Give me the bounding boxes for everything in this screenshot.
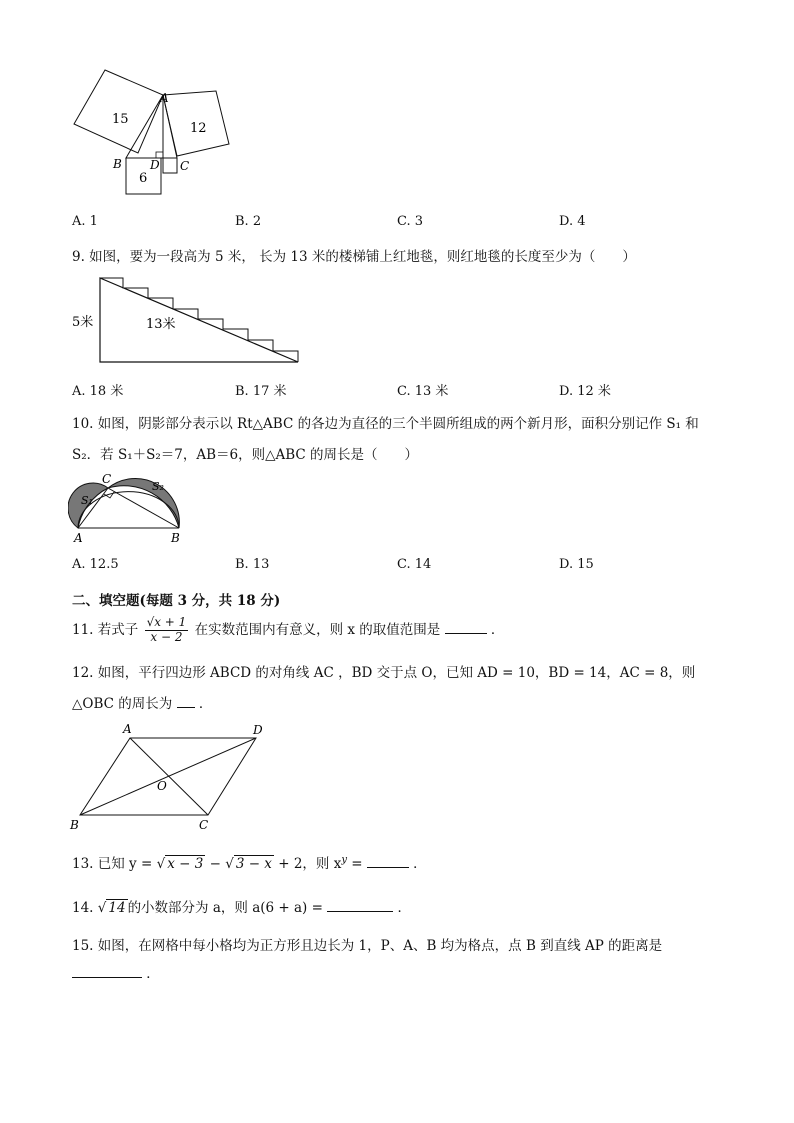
label-a: A bbox=[74, 531, 83, 545]
height-label: 5米 bbox=[72, 315, 94, 330]
q11-end: ． bbox=[490, 621, 505, 638]
sqrt-sign: √ bbox=[97, 900, 107, 916]
q15-end: ． bbox=[146, 966, 160, 982]
q13-exponent: y bbox=[341, 854, 347, 866]
q10-text-line2: S₂．若 S₁＋S₂＝7，AB＝6，则△ABC 的周长是（ ） bbox=[72, 447, 419, 463]
label-b: B bbox=[171, 531, 180, 545]
q8-option-b: B. 2 bbox=[235, 214, 262, 229]
q13-eq: = bbox=[346, 856, 367, 872]
q12-end: ． bbox=[198, 696, 213, 712]
q15-answer-blank[interactable] bbox=[72, 964, 142, 979]
q12-text-line2 bbox=[72, 692, 212, 712]
q8-option-a: A. 1 bbox=[72, 214, 98, 229]
q15-text-line2 bbox=[72, 962, 160, 982]
label-6: 6 bbox=[139, 171, 148, 186]
q8-option-c: C. 3 bbox=[397, 214, 424, 229]
q14-root: 14 bbox=[108, 900, 126, 916]
q11-fraction bbox=[145, 616, 189, 645]
label-s1: S₁ bbox=[81, 494, 93, 507]
label-c: C bbox=[199, 818, 209, 832]
q11-text bbox=[72, 616, 504, 645]
label-c: C bbox=[102, 472, 112, 486]
q10-option-c: C. 14 bbox=[397, 557, 432, 572]
lunes-figure bbox=[68, 470, 190, 546]
q9-option-a: A. 18 米 bbox=[72, 384, 124, 399]
q9-text: 9. 如图，要为一段高为 5 米， 长为 13 米的楼梯铺上红地毯，则红地毯的长度至少为（ ） bbox=[72, 249, 636, 265]
lune-s2 bbox=[108, 478, 179, 528]
q10-option-a: A. 12.5 bbox=[72, 557, 119, 572]
triangle-abc bbox=[126, 95, 177, 158]
staircase-triangle bbox=[100, 278, 298, 362]
q13-root1: x − 3 bbox=[167, 856, 204, 872]
label-a: A bbox=[160, 91, 169, 105]
q10-option-d: D. 15 bbox=[559, 557, 594, 572]
label-s2: S₂ bbox=[152, 480, 164, 493]
sqrt-sign: √ bbox=[156, 856, 166, 872]
q13-end: ． bbox=[413, 856, 427, 872]
q9-option-d: D. 12 米 bbox=[559, 384, 611, 399]
label-12: 12 bbox=[190, 121, 207, 136]
q15-text-line1: 15. 如图，在网格中每小格均为正方形且边长为 1，P、A、B 均为格点，点 B 到直线 AP 的距离是 bbox=[72, 938, 663, 954]
label-a: A bbox=[123, 722, 132, 736]
label-o: O bbox=[157, 779, 167, 793]
label-15: 15 bbox=[112, 112, 129, 127]
q13-answer-blank[interactable] bbox=[367, 854, 409, 869]
q11-answer-blank[interactable] bbox=[445, 619, 487, 634]
q13-text bbox=[72, 852, 427, 872]
q14-answer-blank[interactable] bbox=[327, 898, 393, 913]
staircase-figure bbox=[70, 272, 302, 366]
q14-end: ． bbox=[397, 900, 411, 916]
q13-prefix: 13. 已知 y = bbox=[72, 856, 157, 872]
q9-option-c: C. 13 米 bbox=[397, 384, 449, 399]
q14-mid: 的小数部分为 a，则 a(6 + a) = bbox=[127, 900, 328, 916]
q9-option-b: B. 17 米 bbox=[235, 384, 287, 399]
q11-prefix: 11. 若式子 bbox=[72, 621, 139, 638]
q14-text bbox=[72, 896, 411, 916]
q12-line2-text: △OBC 的周长为 bbox=[72, 696, 173, 712]
pythagoras-squares-figure bbox=[70, 64, 240, 200]
q14-prefix: 14. bbox=[72, 900, 98, 916]
section-title: 二、填空题(每题 3 分，共 18 分) bbox=[72, 593, 281, 609]
label-d: D bbox=[150, 158, 160, 172]
parallelogram-figure bbox=[66, 720, 272, 832]
label-c: C bbox=[180, 159, 190, 173]
q10-option-b: B. 13 bbox=[235, 557, 270, 572]
sqrt-sign: √ bbox=[225, 856, 234, 872]
small-square bbox=[163, 158, 177, 173]
q12-answer-blank[interactable] bbox=[177, 694, 195, 709]
q8-option-d: D. 4 bbox=[559, 214, 586, 229]
q13-tail: + 2，则 x bbox=[273, 856, 342, 872]
q11-suffix: 在实数范围内有意义，则 x 的取值范围是 bbox=[194, 621, 441, 638]
label-b: B bbox=[113, 157, 122, 171]
q12-text-line1: 12. 如图，平行四边形 ABCD 的对角线 AC ，BD 交于点 O，已知 AD = 10，BD = 14，AC = 8，则 bbox=[72, 665, 696, 681]
q10-text-line1: 10. 如图，阴影部分表示以 Rt△ABC 的各边为直径的三个半圆所组成的两个新月形，面积分别记作 S₁ 和 bbox=[72, 416, 699, 432]
length-label: 13米 bbox=[146, 317, 176, 332]
diagonal-bd bbox=[80, 738, 256, 815]
q13-root2: 3 − x bbox=[235, 856, 272, 872]
q13-mid: − bbox=[205, 856, 226, 872]
q11-denominator: x − 2 bbox=[150, 629, 183, 644]
q11-numerator: √x + 1 bbox=[146, 615, 187, 629]
label-d: D bbox=[253, 723, 263, 737]
label-b: B bbox=[70, 818, 79, 832]
